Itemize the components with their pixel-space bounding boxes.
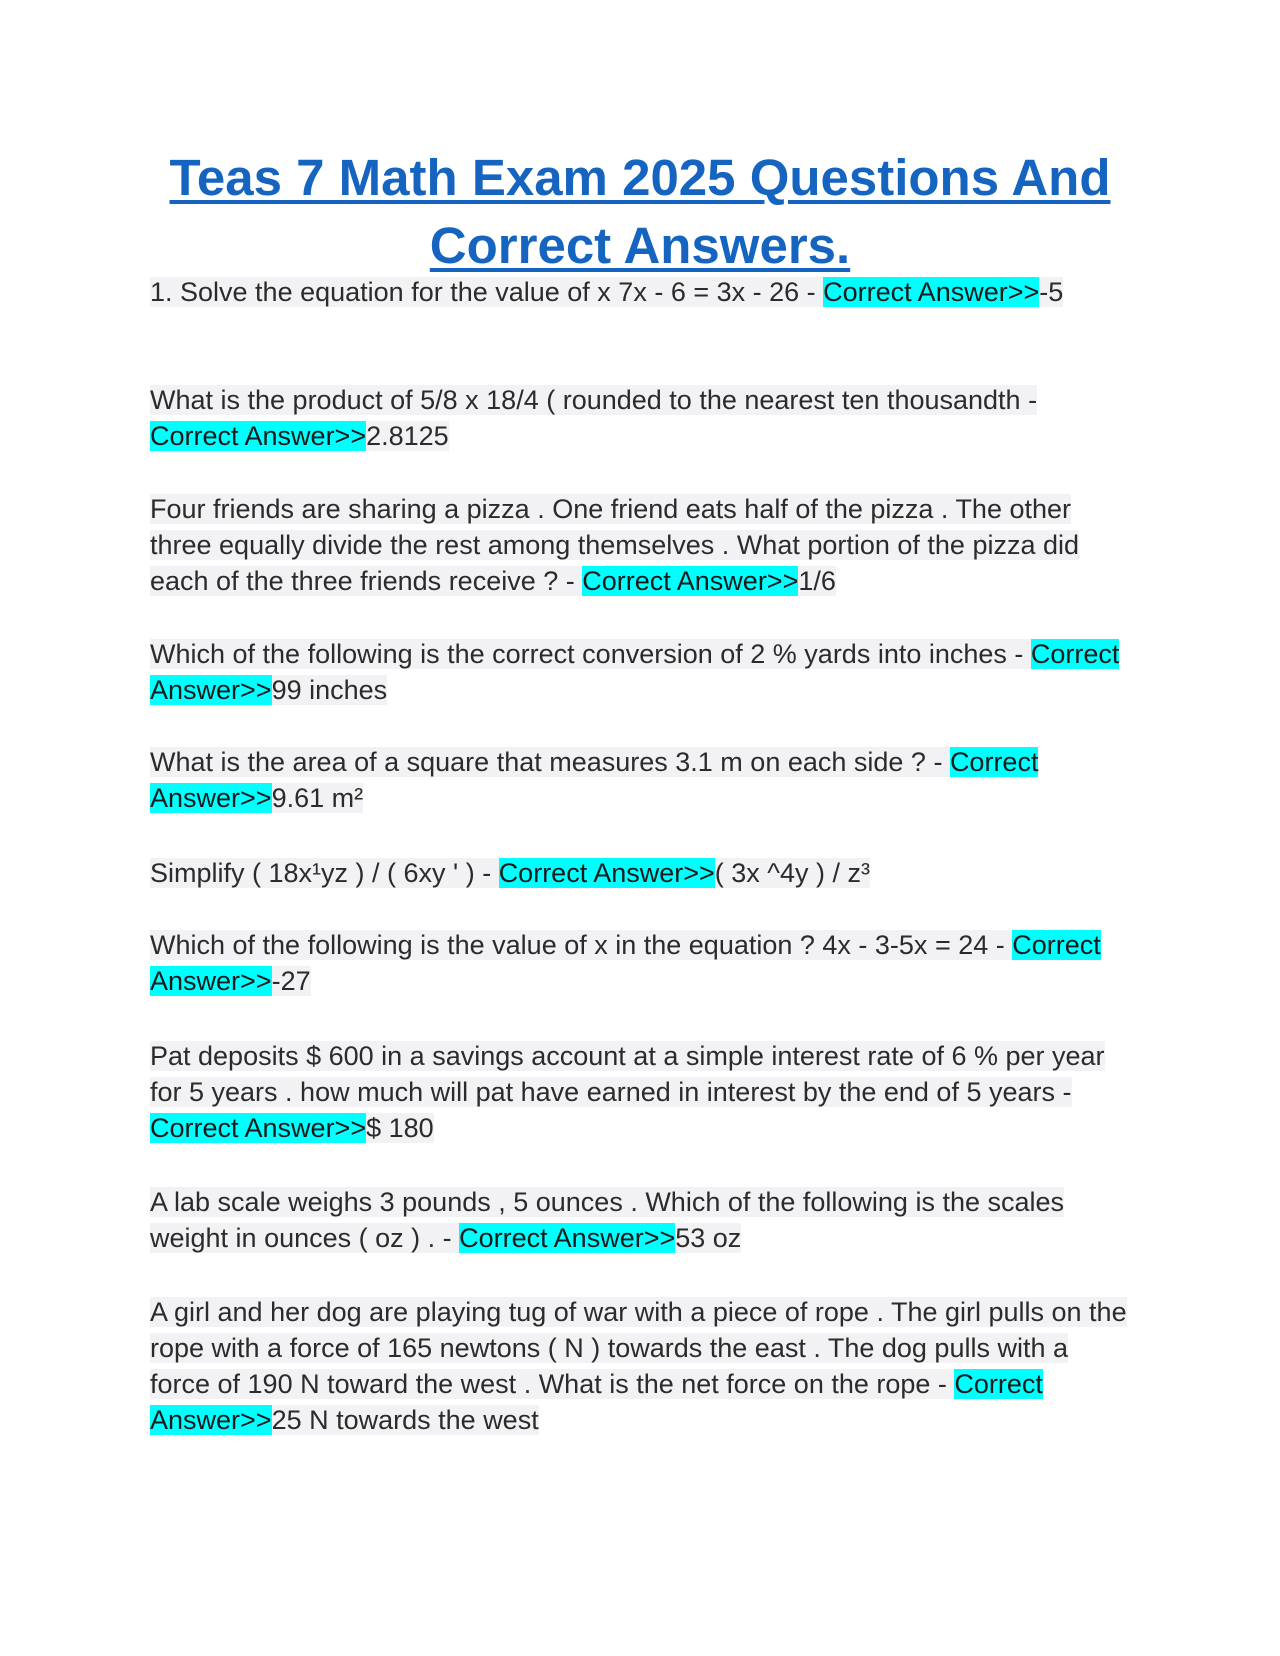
answer-text: 99 inches	[271, 675, 388, 705]
correct-answer-label: Correct Answer>>	[823, 277, 1040, 307]
question-text: A lab scale weighs 3 pounds , 5 ounces . Which of the following is the scales weight in ounces ( oz ) .	[150, 1187, 1065, 1253]
question-text: A girl and her dog are playing tug of war with a piece of rope . The girl pulls on the rope with a force of 165 newtons ( N ) towards the east . The dog pulls with a force of 190 N toward the west . What is the net force on the rope	[150, 1297, 1127, 1399]
answer-text: -27	[271, 966, 311, 996]
separator: -	[988, 930, 1013, 960]
answer-text: 2.8125	[366, 421, 449, 451]
answer-text: 25 N towards the west	[271, 1405, 539, 1435]
qa-item-8	[150, 1038, 1130, 1146]
qa-item-5	[150, 744, 1130, 816]
separator: -	[1055, 1077, 1072, 1107]
answer-text: $ 180	[366, 1113, 434, 1143]
question-text: 1. Solve the equation for the value of x 7x - 6 = 3x - 26	[150, 277, 800, 307]
answer-text: 53 oz	[675, 1223, 742, 1253]
question-text: Four friends are sharing a pizza . One friend eats half of the pizza . The other three equally divide the rest among themselves . What portion of the pizza did each of the three friends receive ?	[150, 494, 1080, 596]
question-text: Which of the following is the value of x in the equation ? 4x - 3-5x = 24	[150, 930, 989, 960]
qa-item-7	[150, 927, 1130, 999]
question-text: Simplify ( 18x¹yz ) / ( 6xy ' )	[150, 858, 475, 888]
separator: -	[474, 858, 499, 888]
question-text: Pat deposits $ 600 in a savings account at a simple interest rate of 6 % per year for 5 years . how much will pat have earned in interest by the end of 5 years	[150, 1041, 1105, 1107]
separator: -	[1006, 639, 1031, 669]
qa-item-3	[150, 491, 1130, 599]
separator: -	[925, 747, 950, 777]
separator: -	[1020, 385, 1038, 415]
qa-item-4	[150, 636, 1130, 708]
qa-item-6	[150, 855, 1130, 891]
correct-answer-label: Correct Answer>>	[150, 639, 1120, 705]
answer-text: -5	[1039, 277, 1064, 307]
document-title: Teas 7 Math Exam 2025 Questions And Correct Answers.	[169, 149, 1111, 274]
correct-answer-label: Correct Answer>>	[150, 1113, 367, 1143]
correct-answer-label: Correct Answer>>	[459, 1223, 676, 1253]
separator: -	[930, 1369, 955, 1399]
answer-text: ( 3x ^4y ) / z³	[714, 858, 870, 888]
qa-item-2	[150, 382, 1130, 454]
separator: -	[799, 277, 824, 307]
correct-answer-label: Correct Answer>>	[582, 566, 799, 596]
correct-answer-label: Correct Answer>>	[150, 421, 367, 451]
correct-answer-label: Correct Answer>>	[498, 858, 715, 888]
correct-answer-label: Correct Answer>>	[150, 747, 1039, 813]
qa-item-1	[150, 274, 1130, 310]
separator: -	[435, 1223, 460, 1253]
answer-text: 1/6	[798, 566, 836, 596]
question-text: What is the product of 5/8 x 18/4 ( rounded to the nearest ten thousandth	[150, 385, 1021, 415]
correct-answer-label: Correct Answer>>	[150, 1369, 1043, 1435]
qa-item-9	[150, 1184, 1130, 1256]
question-text: What is the area of a square that measures 3.1 m on each side ?	[150, 747, 926, 777]
question-text: Which of the following is the correct conversion of 2 % yards into inches	[150, 639, 1007, 669]
correct-answer-label: Correct Answer>>	[150, 930, 1101, 996]
qa-item-10	[150, 1294, 1130, 1438]
answer-text: 9.61 m²	[271, 783, 364, 813]
separator: -	[558, 566, 583, 596]
